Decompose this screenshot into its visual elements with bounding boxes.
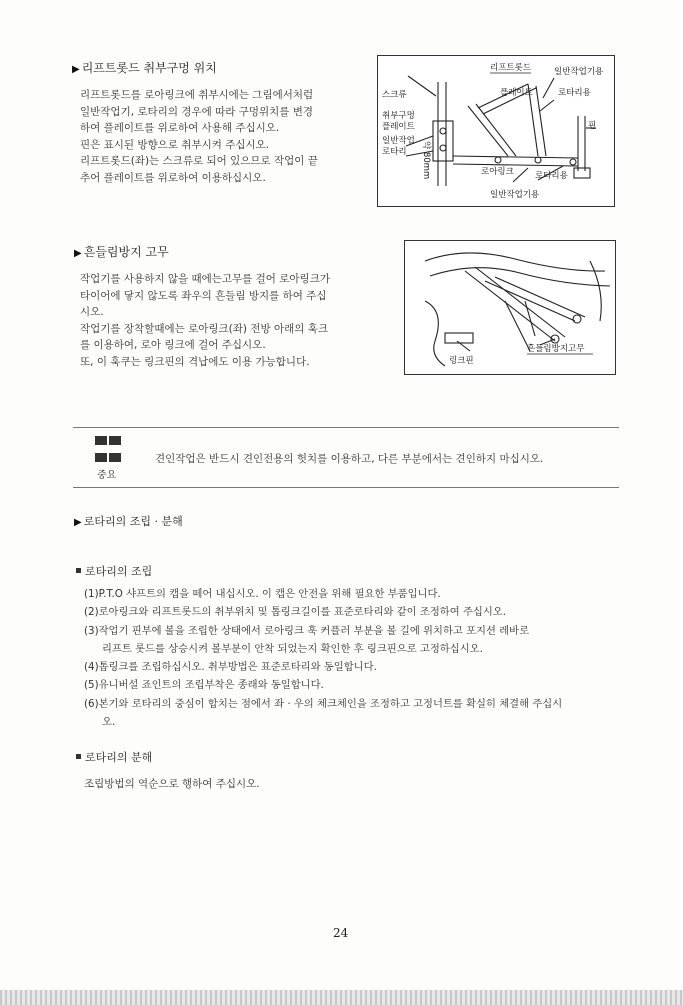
subsection-title-disassembly: 로타리의 분해 bbox=[76, 749, 152, 765]
text-line: 일반작업기, 로타리의 경우에 따라 구멍위치를 변경 bbox=[80, 105, 314, 118]
label-anti-sway: 흔들림방지고무 bbox=[527, 344, 585, 354]
section2-paragraph bbox=[80, 271, 330, 371]
list-item: (5)유니버설 죠인트의 조립부착은 종래와 동일합니다. bbox=[84, 679, 324, 692]
text-line: 타이어에 닿지 않도록 좌우의 흔들림 방지를 하여 주십 bbox=[80, 289, 327, 302]
warning-icon bbox=[95, 436, 121, 462]
anti-sway-figure bbox=[404, 240, 616, 375]
text-line: 시오. bbox=[80, 306, 104, 319]
label-lower-link: 로아링크 bbox=[481, 167, 514, 177]
label-lift-rod: 리프트롯드 bbox=[490, 63, 532, 73]
label-rotary-side: 로타리 bbox=[382, 147, 407, 157]
label-plate-side: 플레이트 bbox=[382, 122, 415, 132]
label-rotary-bottom: 로타리용 bbox=[535, 171, 568, 181]
important-badge: 중요 bbox=[97, 470, 117, 481]
list-item: (3)작업기 핀부에 볼을 조립한 상태에서 로아링크 훅 커플러 부분을 볼 길에 위치하고 포지션 레바로 bbox=[84, 624, 530, 637]
list-item: (4)톱링크를 조립하십시오. 취부방법은 표준로타리와 동일합니다. bbox=[84, 661, 377, 674]
list-item: (6)본기와 로타리의 중심이 합치는 점에서 좌 · 우의 체크체인을 조정하고 고정너트를 확실히 체결해 주십시 bbox=[84, 697, 563, 710]
triangle-bullet-icon: ▶ bbox=[74, 248, 82, 259]
triangle-bullet-icon: ▶ bbox=[74, 517, 82, 528]
section-title-anti-sway: ▶ 흔들림방지 고무 bbox=[74, 245, 169, 259]
list-item: 리프트 롯드를 상승시켜 볼부분이 안착 되었는지 확인한 후 링크핀으로 고정하십시오. bbox=[102, 642, 483, 655]
text-line: 추어 플레이트를 위로하여 이용하십시오. bbox=[80, 171, 266, 184]
notice-text: 견인작업은 반드시 견인전용의 헛치를 이용하고, 다른 부분에서는 견인하지 마십시오. bbox=[155, 453, 544, 465]
label-pin: 핀 bbox=[588, 121, 597, 131]
label-general-side: 일반작업 bbox=[382, 136, 415, 146]
list-item: 오. bbox=[102, 716, 116, 729]
text-line: 를 이용하여, 로아 링크에 걸어 주십시오. bbox=[80, 339, 266, 352]
triangle-bullet-icon: ▶ bbox=[72, 64, 80, 75]
text-line: 작업기를 사용하지 않을 때에는고무를 걸어 로아링크가 bbox=[80, 273, 330, 285]
text-line: 하여 플레이트를 위로하여 사용해 주십시오. bbox=[80, 122, 280, 135]
text-line: 핀은 표시된 방향으로 취부시켜 주십시오. bbox=[80, 138, 270, 151]
lift-rod-figure bbox=[377, 55, 615, 207]
label-dimension: 약 80mm bbox=[421, 141, 431, 180]
label-rotary-top: 로타리용 bbox=[558, 88, 591, 98]
section-title-rotary: ▶ 로타리의 조립 · 분해 bbox=[74, 515, 183, 528]
notice-box bbox=[73, 427, 619, 488]
subsection-title-assembly: 로타리의 조립 bbox=[76, 563, 152, 579]
text-line: 리프트롯드를 로아링크에 취부시에는 그림에서처럼 bbox=[80, 89, 314, 101]
text-line: 리프트롯드(좌)는 스크류로 되어 있으므로 작업이 끝 bbox=[80, 155, 318, 168]
page-number: 24 bbox=[333, 926, 349, 940]
label-fit-hole: 취부구멍 bbox=[382, 111, 415, 121]
label-link-pin: 링크핀 bbox=[449, 356, 474, 366]
square-bullet-icon bbox=[76, 754, 81, 759]
label-screw: 스크류 bbox=[382, 90, 407, 100]
text-line: 또, 이 훅쿠는 링크핀의 격납에도 이용 가능합니다. bbox=[80, 355, 310, 368]
list-item: (2)로아링크와 리프트롯드의 취부위치 및 톱링크길이를 표준로타리와 같이 조정하여 주십시오. bbox=[84, 606, 507, 619]
section-title-lift-rod: ▶ 리프트롯드 취부구멍 위치 bbox=[72, 61, 217, 75]
scan-edge bbox=[0, 990, 683, 1005]
list-item: (1)P.T.O 샤프트의 캡을 떼어 내십시오. 이 캡은 안전을 위해 필요한 부품입니다. bbox=[84, 588, 441, 600]
disassembly-text: 조립방법의 역순으로 행하여 주십시오. bbox=[84, 778, 260, 790]
section1-paragraph bbox=[80, 87, 318, 187]
assembly-list bbox=[84, 585, 562, 731]
label-general-bottom: 일반작업기용 bbox=[490, 190, 540, 200]
square-bullet-icon bbox=[76, 568, 81, 573]
text-line: 작업기를 장착할때에는 로아링크(좌) 전방 아래의 훅크 bbox=[80, 322, 329, 335]
label-plate: 플레이트 bbox=[500, 88, 533, 98]
label-general-work: 일반작업기용 bbox=[554, 67, 604, 77]
